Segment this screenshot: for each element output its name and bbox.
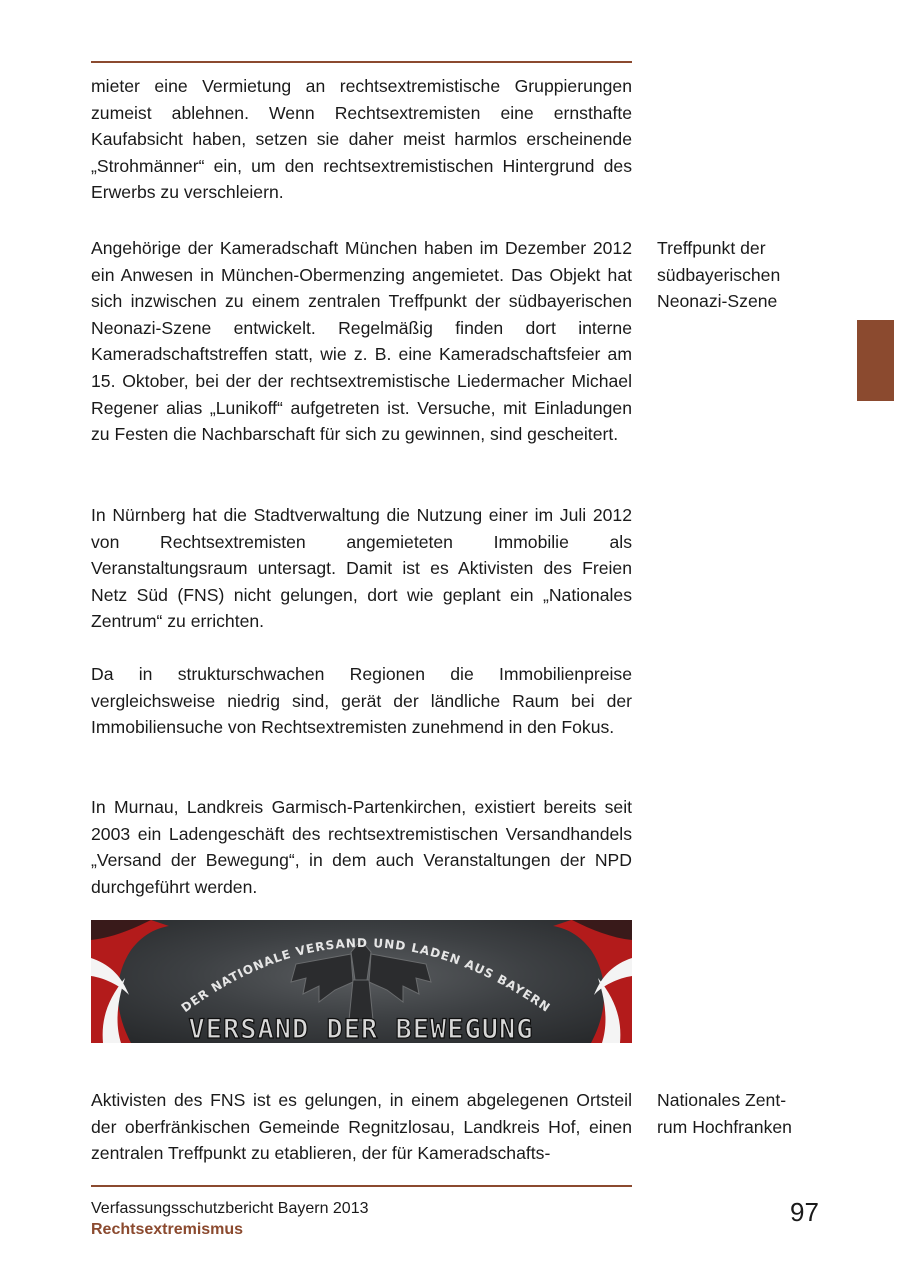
paragraph-1: mieter eine Vermietung an rechtsextremistische Gruppierungen zumeist ablehnen. Wenn Rechtsextremisten eine ernsthafte Kaufabsicht haben, setzen sie daher meist harmlos erscheinende „Strohmänner“ ein, um den rechtsextremistischen Hintergrund des Erwerbs zu verschleiern. — [91, 76, 632, 203]
banner-arc-textpath: DER NATIONALE VERSAND UND LADEN AUS BAYERN — [178, 935, 554, 1016]
banner-title: VERSAND DER BEWEGUNG — [188, 1014, 534, 1043]
chapter-tab — [857, 320, 894, 401]
paragraph-6: Aktivisten des FNS ist es gelungen, in einem abgelegenen Ortsteil der oberfränkischen Gemeinde Regnitzlosau, Landkreis Hof, einen zentralen Treffpunkt zu etablieren, der für Kameradschafts- — [91, 1090, 632, 1164]
bottom-rule — [91, 1185, 632, 1187]
paragraph-2: Angehörige der Kameradschaft München haben im Dezember 2012 ein Anwesen in München-Obermenzing angemietet. Das Objekt hat sich inzwischen zu einem zentralen Treffpunkt der südbayerischen Neonazi-Szene entwickelt. Regelmäßig finden dort interne Kameradschaftstreffen statt, wie z. B. eine Kameradschaftsfeier am 15. Oktober, bei der der rechtsextremistische Liedermacher Michael Regener alias „Lunikoff“ aufgetreten ist. Versuche, mit Einladungen zu Festen die Nachbarschaft für sich zu gewinnen, sind gescheitert. — [91, 238, 632, 445]
paragraph-5: In Murnau, Landkreis Garmisch-Partenkirchen, existiert bereits seit 2003 ein Ladengeschäft des rechtsextremistischen Versandhandels „Versand der Bewegung“, in dem auch Veranstaltungen der NPD durchgeführt werden. — [91, 797, 632, 897]
paragraph-3: In Nürnberg hat die Stadtverwaltung die Nutzung einer im Juli 2012 von Rechtsextremisten angemieteten Immobilie als Veranstaltungsraum untersagt. Damit ist es Aktivisten des Freien Netz Süd (FNS) nicht gelungen, dort wie geplant ein „Nationales Zentrum“ zu errichten. — [91, 505, 632, 632]
margin-note-line: Neonazi-Szene — [657, 291, 778, 312]
margin-note-line: Treffpunkt der — [657, 238, 766, 258]
paragraph-4: Da in strukturschwachen Regionen die Immobilienpreise vergleichsweise niedrig sind, gerät der ländliche Raum bei der Immobiliensuche von Rechtsextremisten zunehmend in den Fokus. — [91, 664, 632, 738]
left-flag — [91, 920, 169, 1043]
margin-note-line: rum Hochfranken — [657, 1116, 792, 1137]
margin-note-line: südbayerischen — [657, 264, 781, 285]
page-number: 97 — [790, 1197, 819, 1227]
footer-section: Rechtsextremismus — [91, 1221, 244, 1238]
margin-note-nationales-zentrum — [657, 1087, 857, 1140]
top-rule — [91, 61, 632, 63]
right-flag — [553, 920, 632, 1043]
banner-image — [91, 920, 632, 1043]
footer-title: Verfassungsschutzbericht Bayern 2013 — [91, 1200, 369, 1217]
margin-note-treffpunkt — [657, 235, 857, 315]
margin-note-line: Nationales Zent- — [657, 1090, 787, 1110]
